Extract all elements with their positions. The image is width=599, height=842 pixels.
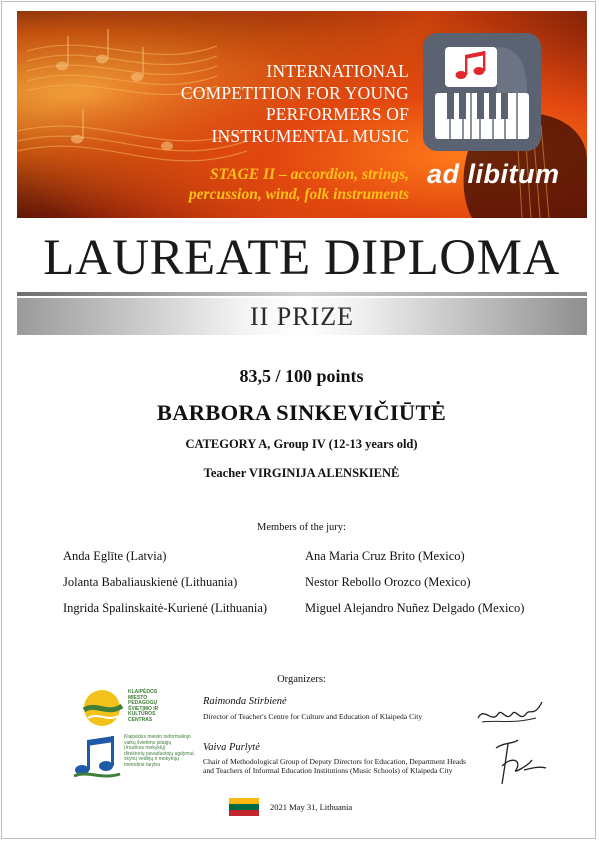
jury-member: Anda Eglīte (Latvia) [63, 549, 167, 563]
signer-2-name: Vaiva Purlytė [203, 742, 260, 753]
category: CATEGORY A, Group IV (12-13 years old) [185, 437, 418, 451]
stage-subtitle-line: percussion, wind, folk instruments [188, 186, 409, 203]
score: 83,5 / 100 points [239, 366, 364, 386]
teacher: Teacher VIRGINIJA ALENSKIENĖ [203, 466, 400, 480]
competition-title-line: COMPETITION FOR YOUNG [180, 82, 409, 103]
competition-title [139, 61, 409, 147]
organizers-heading: Organizers: [277, 674, 326, 685]
jury-member: Ingrida Spalinskaitė-Kurienė (Lithuania) [63, 601, 268, 615]
jury-member: Ana Maria Cruz Brito (Mexico) [305, 549, 465, 563]
jury-member: Jolanta Babaliauskienė (Lithuania) [63, 575, 238, 589]
title-divider [17, 292, 587, 296]
stage-subtitle-line: STAGE II – accordion, strings, [210, 166, 409, 183]
jury-member: Nestor Rebollo Orozco (Mexico) [305, 575, 471, 589]
header-banner [17, 11, 587, 218]
signer-2-role: Chair of Methodological Group of Deputy Directors for Education, Department Heads and Teachers of Informal Education Institutions (Music Schools) of Klaipeda City [203, 757, 466, 775]
date-place: 2021 May 31, Lithuania [270, 802, 353, 812]
competition-title-line: PERFORMERS OF [265, 104, 409, 124]
brand-name: ad libitum [427, 159, 560, 189]
jury-heading: Members of the jury: [257, 522, 346, 533]
centre-logo-text: KLAIPĖDOS MIESTO PEDAGOGŲ ŠVIETIMO IR KULTŪROS CENTRAS [128, 689, 159, 723]
signature-2 [488, 736, 548, 788]
piano-logo [423, 33, 541, 151]
diploma-page [1, 1, 596, 839]
diploma-title: LAUREATE DIPLOMA [43, 230, 560, 286]
lithuania-flag-icon [229, 798, 259, 816]
signer-1-name: Raimonda Stirbienė [203, 696, 287, 707]
signer-1-role: Director of Teacher's Centre for Culture and Education of Klaipeda City [203, 712, 423, 721]
stage-subtitle [89, 165, 409, 205]
centre-emblem-icon [78, 688, 128, 728]
prize-label: II PRIZE [249, 302, 355, 331]
competition-title-line: INTERNATIONAL [266, 61, 409, 81]
prize-banner [17, 298, 587, 335]
laureate-name: BARBORA SINKEVIČIŪTĖ [156, 400, 447, 425]
council-logo-text: Klaipėdos miesto neformaliojo vaikų švietimo įstaigų (muzikos mokyklų) direktorių pavaduotojų ugdymui, skyrių vedėjų ir mokytojų metodinė taryba [124, 734, 195, 768]
music-note-icon [72, 734, 122, 780]
piano-note-icon [423, 33, 541, 151]
jury-member: Miguel Alejandro Nuñez Delgado (Mexico) [305, 601, 525, 615]
competition-title-line: INSTRUMENTAL MUSIC [211, 125, 409, 146]
signature-1 [474, 696, 549, 732]
